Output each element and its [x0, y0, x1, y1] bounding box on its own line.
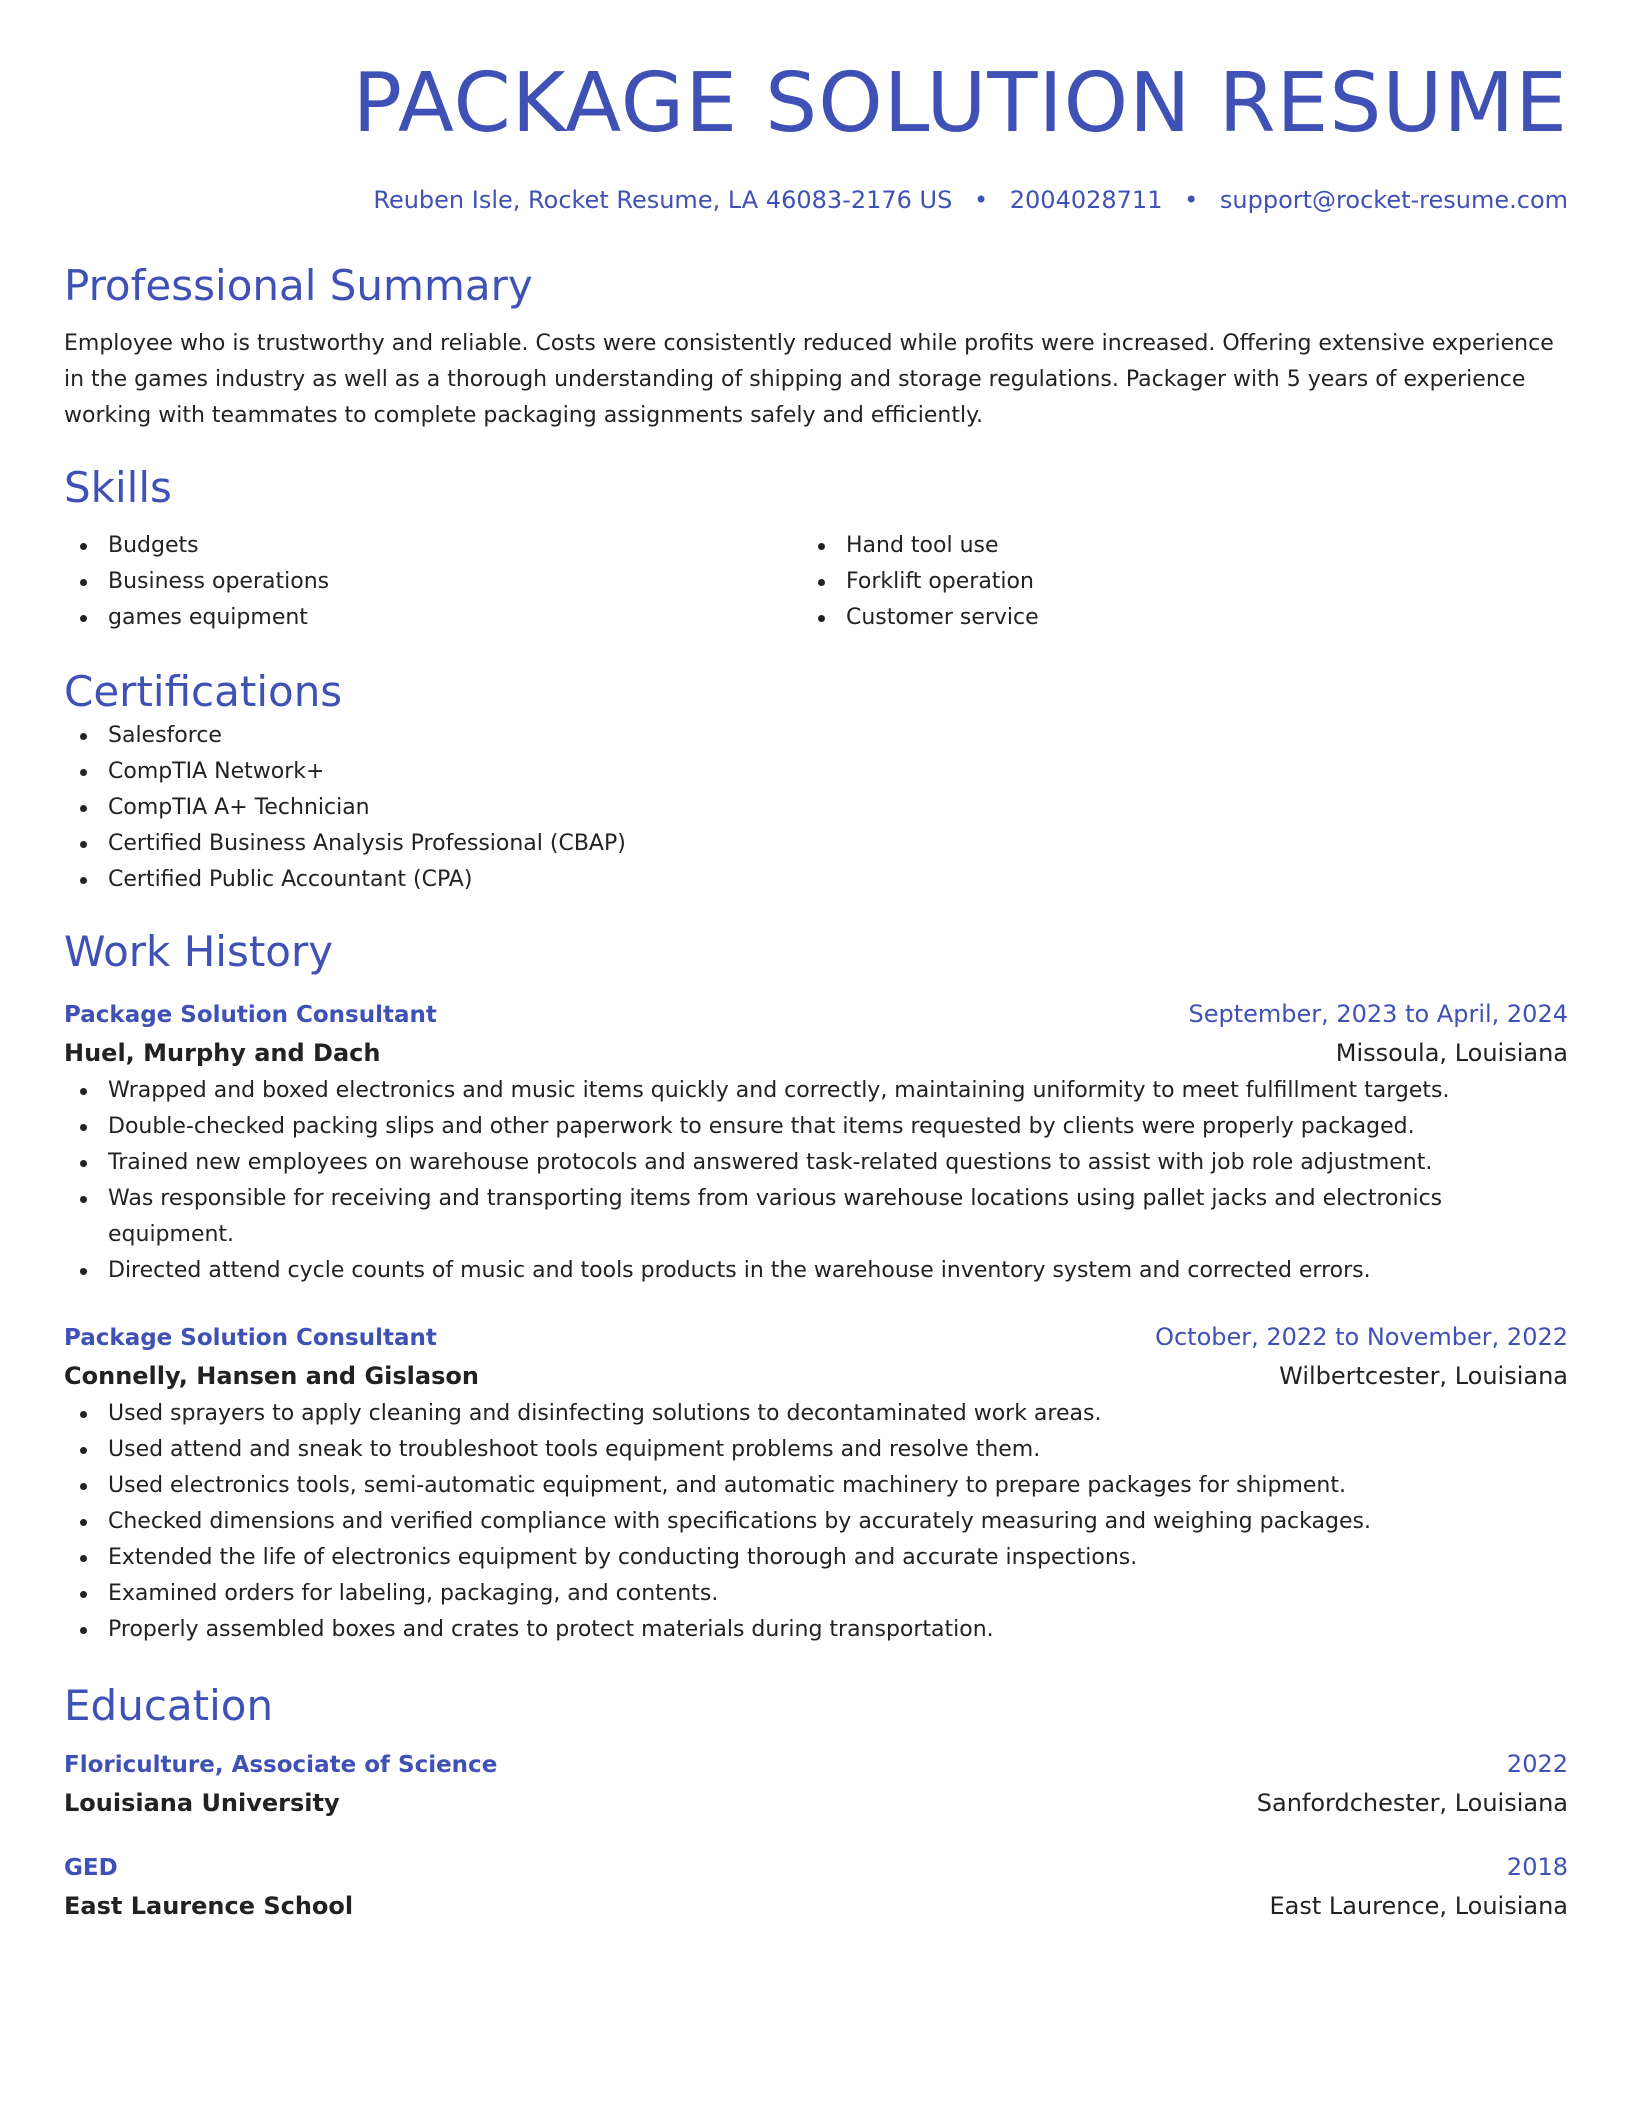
job-company: Connelly, Hansen and Gislason: [64, 1362, 479, 1390]
job-duty: Used electronics tools, semi-automatic equipment, and automatic machinery to prepare packages for shipment.: [64, 1468, 1568, 1504]
skill-item: Customer service: [802, 600, 1540, 636]
job-duty: Extended the life of electronics equipment by conducting thorough and accurate inspections.: [64, 1540, 1568, 1576]
job-duty: Double-checked packing slips and other paperwork to ensure that items requested by clients were properly packaged.: [64, 1109, 1568, 1145]
certification-item: Certified Public Accountant (CPA): [64, 862, 1568, 898]
job-duty: Properly assembled boxes and crates to protect materials during transportation.: [64, 1612, 1568, 1648]
certification-item: Salesforce: [64, 718, 1568, 754]
education-header: [64, 1746, 1568, 1783]
job-dates: September, 2023 to April, 2024: [1188, 1000, 1568, 1028]
skill-item: Business operations: [64, 564, 802, 600]
job-header: [64, 1319, 1568, 1356]
skills-grid: [64, 528, 1568, 636]
skill-item: games equipment: [64, 600, 802, 636]
job-entry: [64, 1319, 1568, 1648]
job-duty: Used sprayers to apply cleaning and disinfecting solutions to decontaminated work areas.: [64, 1396, 1568, 1432]
certification-item: CompTIA Network+: [64, 754, 1568, 790]
education-school: East Laurence School: [64, 1892, 354, 1920]
job-duty: Wrapped and boxed electronics and music items quickly and correctly, maintaining uniformity to meet fulfillment targets.: [64, 1073, 1568, 1109]
contact-phone: 2004028711: [1009, 186, 1163, 214]
education-subheader: [64, 1783, 1568, 1823]
skills-list-left: [64, 528, 802, 636]
job-duty: Trained new employees on warehouse protocols and answered task-related questions to assist with job role adjustment.: [64, 1145, 1568, 1181]
education-location: East Laurence, Louisiana: [1269, 1892, 1568, 1920]
job-role: Package Solution Consultant: [64, 1002, 437, 1028]
job-header: [64, 996, 1568, 1033]
education-degree: Floriculture, Associate of Science: [64, 1752, 498, 1778]
education-school: Louisiana University: [64, 1789, 340, 1817]
education-year: 2022: [1506, 1750, 1568, 1778]
skill-item: Budgets: [64, 528, 802, 564]
job-location: Missoula, Louisiana: [1335, 1039, 1568, 1067]
job-duty: Checked dimensions and verified compliance with specifications by accurately measuring and weighing packages.: [64, 1504, 1568, 1540]
job-company: Huel, Murphy and Dach: [64, 1039, 381, 1067]
skill-item: Forklift operation: [802, 564, 1540, 600]
education-subheader: [64, 1886, 1568, 1926]
summary-text: Employee who is trustworthy and reliable. Costs were consistently reduced while profits were increased. Offering extensive experience in the games industry as well as a thorough understanding of shipping and storage regulations. Packager with 5 years of experience working with teammates to complete packaging assignments safely and efficiently.: [64, 331, 1554, 428]
skills-list-right: [802, 528, 1540, 636]
job-duty: Directed attend cycle counts of music and tools products in the warehouse inventory system and corrected errors.: [64, 1253, 1568, 1289]
job-subheader: [64, 1033, 1568, 1073]
certification-item: Certified Business Analysis Professional (CBAP): [64, 826, 1568, 862]
education-entry: [64, 1849, 1568, 1926]
section-title-skills: Skills: [64, 463, 172, 512]
job-duty: Was responsible for receiving and transporting items from various warehouse locations using pallet jacks and electronics equipment.: [64, 1181, 1568, 1253]
education-year: 2018: [1506, 1853, 1568, 1881]
skill-item: Hand tool use: [802, 528, 1540, 564]
resume-title: PACKAGE SOLUTION RESUME: [352, 56, 1568, 151]
job-role: Package Solution Consultant: [64, 1325, 437, 1351]
job-dates: October, 2022 to November, 2022: [1155, 1323, 1568, 1351]
education-location: Sanfordchester, Louisiana: [1256, 1789, 1568, 1817]
job-duties-list: [64, 1396, 1568, 1648]
job-subheader: [64, 1356, 1568, 1396]
section-title-work-history: Work History: [64, 927, 334, 976]
contact-line: [64, 184, 1568, 216]
contact-separator: •: [973, 186, 989, 214]
contact-separator: •: [1184, 186, 1199, 214]
job-duties-list: [64, 1073, 1568, 1289]
job-location: Wilbertcester, Louisiana: [1279, 1362, 1568, 1390]
education-header: [64, 1849, 1568, 1886]
job-duty: Examined orders for labeling, packaging, and contents.: [64, 1576, 1568, 1612]
section-title-education: Education: [64, 1681, 274, 1730]
certification-item: CompTIA A+ Technician: [64, 790, 1568, 826]
job-entry: [64, 996, 1568, 1289]
education-entry: [64, 1746, 1568, 1823]
section-title-certifications: Certifications: [64, 667, 343, 716]
section-title-summary: Professional Summary: [64, 261, 533, 310]
contact-email: support@rocket-resume.com: [1219, 186, 1568, 214]
job-duty: Used attend and sneak to troubleshoot tools equipment problems and resolve them.: [64, 1432, 1568, 1468]
certifications-list: [64, 718, 1568, 898]
contact-address: Reuben Isle, Rocket Resume, LA 46083-2176 US: [373, 186, 953, 214]
education-degree: GED: [64, 1855, 118, 1881]
